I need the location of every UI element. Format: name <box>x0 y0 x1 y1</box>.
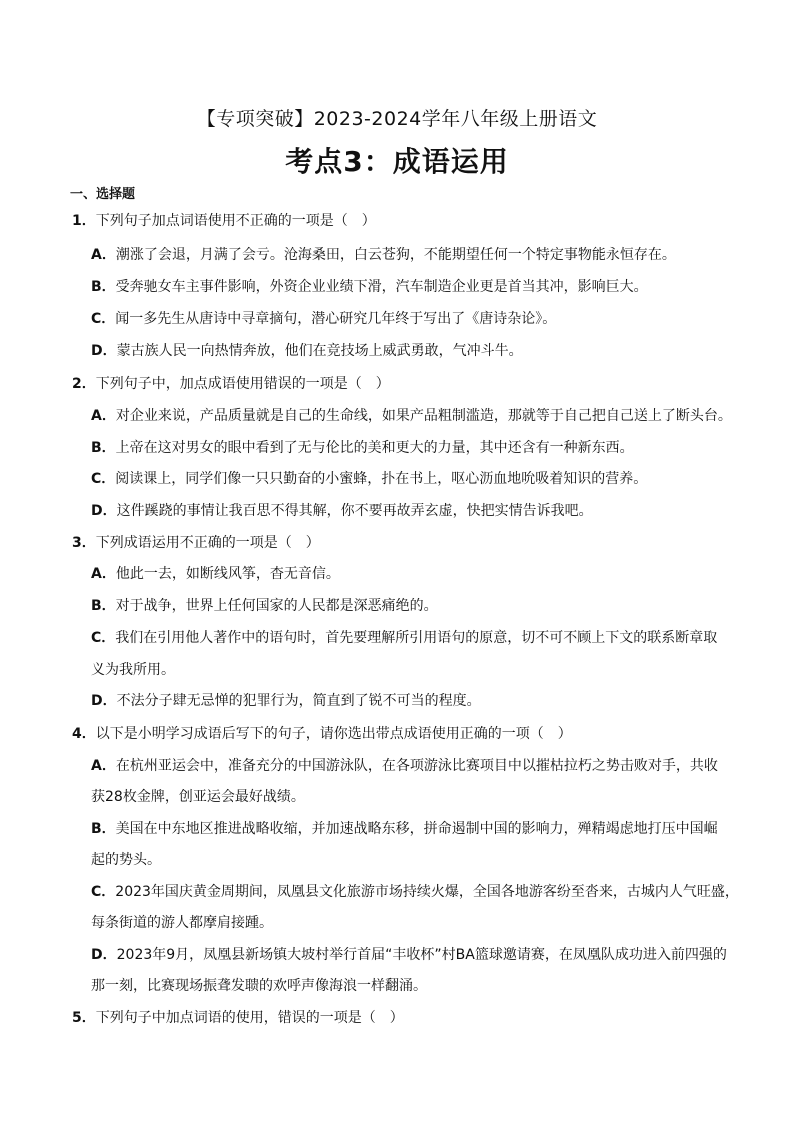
answer-option <box>91 630 717 646</box>
option-text: 2023年9月，凤凰县新场镇大坡村举行首届“丰收杯”村BA篮球邀请赛，在凤凰队成功进入前四强的 <box>116 947 727 963</box>
question-text: 下列句子加点词语使用不正确的一项是（ ） <box>95 213 376 229</box>
answer-option <box>91 311 556 327</box>
option-letter: B． <box>91 821 116 837</box>
option-letter: B． <box>91 440 116 456</box>
option-letter: C． <box>91 311 116 327</box>
option-text: 蒙古族人民一向热情奔放，他们在竞技场上威武勇敢，气冲斗牛。 <box>116 343 523 359</box>
answer-option <box>91 247 676 263</box>
question-number: 3． <box>72 535 96 551</box>
answer-option-continuation <box>91 978 427 994</box>
option-text: 那一刻，比赛现场振聋发聩的欢呼声像海浪一样翻涌。 <box>91 978 427 994</box>
option-letter: B． <box>91 279 116 295</box>
option-text: 对企业来说，产品质量就是自己的生命线，如果产品粗制滥造，那就等于自己把自己送上了断头台。 <box>115 408 732 424</box>
option-text: 不法分子肆无忌惮的犯罪行为，简直到了锐不可当的程度。 <box>116 693 481 709</box>
option-text: 在杭州亚运会中，准备充分的中国游泳队，在各项游泳比赛项目中以摧枯拉朽之势击败对手，共收 <box>115 758 718 774</box>
question-text: 下列句子中，加点成语使用错误的一项是（ ） <box>95 376 390 392</box>
answer-option <box>91 598 438 614</box>
option-text: 2023年国庆黄金周期间，凤凰县文化旅游市场持续火爆，全国各地游客纷至沓来，古城内人气旺盛， <box>115 884 739 900</box>
answer-option <box>91 440 634 456</box>
option-letter: D． <box>91 693 117 709</box>
answer-option <box>91 408 732 424</box>
option-text: 受奔驰女车主事件影响，外资企业业绩下滑，汽车制造企业更是首当其冲，影响巨大。 <box>115 279 648 295</box>
option-letter: A． <box>91 247 116 263</box>
question-number: 4． <box>72 726 96 742</box>
option-letter: A． <box>91 758 116 774</box>
answer-option-continuation <box>91 662 175 678</box>
answer-option <box>91 821 718 837</box>
question-stem <box>72 535 320 551</box>
option-letter: B． <box>91 598 116 614</box>
question-number: 1． <box>72 213 96 229</box>
question-number: 5． <box>72 1010 96 1026</box>
option-letter: C． <box>91 884 116 900</box>
answer-option <box>91 566 340 582</box>
option-letter: D． <box>91 503 117 519</box>
option-letter: A． <box>91 408 116 424</box>
answer-option <box>91 471 647 487</box>
option-text: 起的势头。 <box>91 852 161 868</box>
answer-option <box>91 279 648 295</box>
option-text: 对于战争，世界上任何国家的人民都是深恶痛绝的。 <box>115 598 438 614</box>
option-text: 阅读课上，同学们像一只只勤奋的小蜜蜂，扑在书上，呕心沥血地吮吸着知识的营养。 <box>115 471 648 487</box>
answer-option <box>91 884 739 900</box>
question-text: 下列句子中加点词语的使用，错误的一项是（ ） <box>95 1010 404 1026</box>
answer-option <box>91 758 718 774</box>
option-text: 他此一去，如断线风筝，杳无音信。 <box>115 566 340 582</box>
option-text: 获28枚金牌，创亚运会最好战绩。 <box>91 789 305 805</box>
question-stem <box>72 376 390 392</box>
option-text: 义为我所用。 <box>91 662 175 678</box>
option-text: 闻一多先生从唐诗中寻章摘句，潜心研究几年终于写出了《唐诗杂论》。 <box>115 311 557 327</box>
option-text: 潮涨了会退，月满了会亏。沧海桑田，白云苍狗，不能期望任何一个特定事物能永恒存在。 <box>115 247 676 263</box>
question-number: 2． <box>72 376 96 392</box>
question-text: 以下是小明学习成语后写下的句子，请你选出带点成语使用正确的一项（ ） <box>95 726 572 742</box>
question-stem <box>72 213 376 229</box>
answer-option <box>91 503 593 519</box>
answer-option <box>91 343 523 359</box>
document-header: 【专项突破】2023-2024学年八年级上册语文 <box>196 108 598 130</box>
answer-option-continuation <box>91 789 305 805</box>
question-stem <box>72 726 572 742</box>
page-title: 考点3：成语运用 <box>285 145 509 178</box>
answer-option <box>91 947 727 963</box>
option-text: 美国在中东地区推进战略收缩，并加速战略东移，拼命遏制中国的影响力，殚精竭虑地打压中国崛 <box>115 821 718 837</box>
section-heading: 一、选择题 <box>70 187 136 202</box>
question-text: 下列成语运用不正确的一项是（ ） <box>95 535 320 551</box>
option-text: 我们在引用他人著作中的语句时，首先要理解所引用语句的原意，切不可不顾上下文的联系断章取 <box>115 630 718 646</box>
option-text: 上帝在这对男女的眼中看到了无与伦比的美和更大的力量，其中还含有一种新东西。 <box>115 440 634 456</box>
answer-option-continuation <box>91 915 273 931</box>
answer-option-continuation <box>91 852 161 868</box>
option-letter: C． <box>91 630 116 646</box>
option-letter: D． <box>91 947 117 963</box>
option-letter: D． <box>91 343 117 359</box>
option-text: 这件蹊跷的事情让我百思不得其解，你不要再故弄玄虚，快把实情告诉我吧。 <box>116 503 593 519</box>
answer-option <box>91 693 481 709</box>
option-text: 每条街道的游人都摩肩接踵。 <box>91 915 273 931</box>
question-stem <box>72 1010 404 1026</box>
option-letter: C． <box>91 471 116 487</box>
option-letter: A． <box>91 566 116 582</box>
